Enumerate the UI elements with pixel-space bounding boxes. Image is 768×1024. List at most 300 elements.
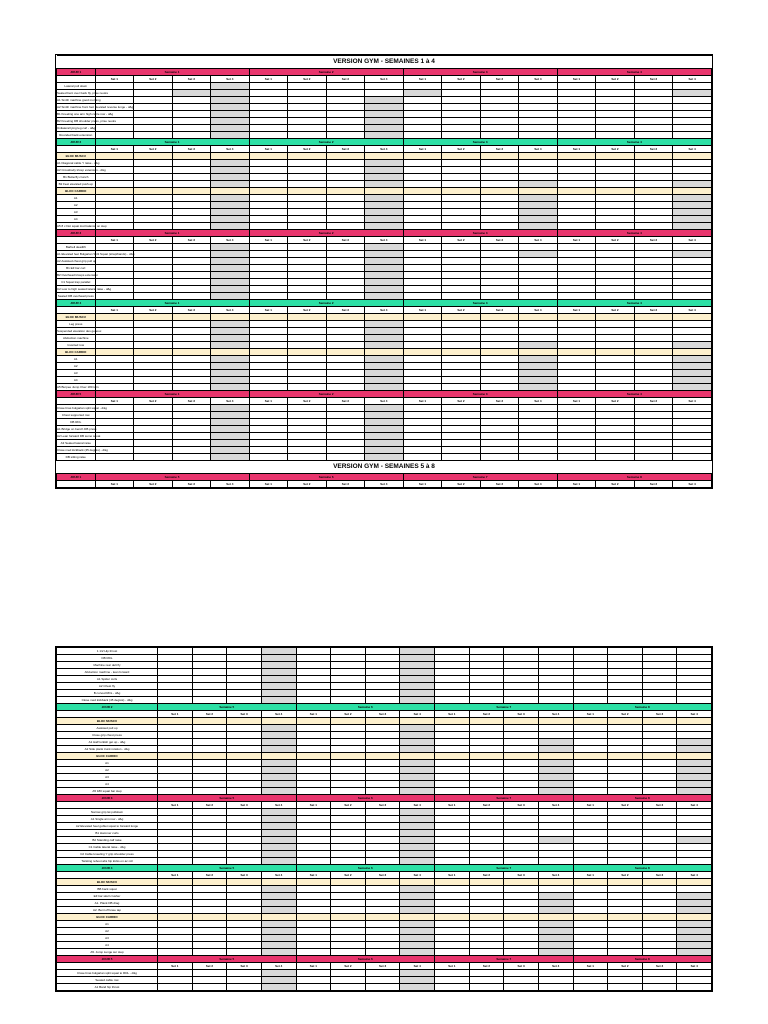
set-input-cell[interactable] [642, 760, 677, 767]
set-input-cell[interactable] [480, 258, 519, 265]
set-input-cell[interactable] [365, 83, 404, 90]
set-input-cell[interactable] [211, 181, 250, 188]
set-input-cell[interactable] [504, 739, 539, 746]
set-input-cell[interactable] [442, 97, 481, 104]
set-input-cell[interactable] [677, 788, 712, 795]
set-input-cell[interactable] [573, 935, 608, 942]
set-input-cell[interactable] [677, 725, 712, 732]
set-input-cell[interactable] [331, 655, 366, 662]
set-input-cell[interactable] [677, 900, 712, 907]
set-input-cell[interactable] [403, 202, 442, 209]
set-input-cell[interactable] [673, 174, 712, 181]
set-input-cell[interactable] [573, 683, 608, 690]
set-input-cell[interactable] [227, 907, 262, 914]
set-input-cell[interactable] [442, 454, 481, 461]
set-input-cell[interactable] [642, 970, 677, 977]
set-input-cell[interactable] [331, 739, 366, 746]
set-input-cell[interactable] [608, 809, 643, 816]
set-input-cell[interactable] [288, 370, 327, 377]
set-input-cell[interactable] [557, 195, 596, 202]
set-input-cell[interactable] [403, 454, 442, 461]
set-input-cell[interactable] [573, 858, 608, 865]
set-input-cell[interactable] [211, 223, 250, 230]
set-input-cell[interactable] [326, 335, 365, 342]
set-input-cell[interactable] [519, 272, 558, 279]
set-input-cell[interactable] [435, 977, 470, 984]
set-input-cell[interactable] [227, 767, 262, 774]
set-input-cell[interactable] [158, 935, 193, 942]
set-input-cell[interactable] [296, 781, 331, 788]
set-input-cell[interactable] [573, 669, 608, 676]
set-input-cell[interactable] [249, 440, 288, 447]
set-input-cell[interactable] [192, 725, 227, 732]
set-input-cell[interactable] [172, 363, 211, 370]
set-input-cell[interactable] [261, 648, 296, 655]
set-input-cell[interactable] [249, 118, 288, 125]
set-input-cell[interactable] [596, 251, 635, 258]
set-input-cell[interactable] [435, 690, 470, 697]
set-input-cell[interactable] [673, 356, 712, 363]
set-input-cell[interactable] [596, 405, 635, 412]
set-input-cell[interactable] [442, 447, 481, 454]
set-input-cell[interactable] [596, 363, 635, 370]
set-input-cell[interactable] [211, 384, 250, 391]
set-input-cell[interactable] [538, 921, 573, 928]
set-input-cell[interactable] [288, 83, 327, 90]
set-input-cell[interactable] [435, 669, 470, 676]
set-input-cell[interactable] [442, 202, 481, 209]
set-input-cell[interactable] [403, 118, 442, 125]
set-input-cell[interactable] [573, 732, 608, 739]
set-input-cell[interactable] [95, 160, 134, 167]
set-input-cell[interactable] [288, 384, 327, 391]
set-input-cell[interactable] [480, 167, 519, 174]
set-input-cell[interactable] [227, 858, 262, 865]
set-input-cell[interactable] [326, 174, 365, 181]
set-input-cell[interactable] [365, 823, 400, 830]
set-input-cell[interactable] [673, 321, 712, 328]
set-input-cell[interactable] [519, 412, 558, 419]
set-input-cell[interactable] [134, 419, 173, 426]
set-input-cell[interactable] [296, 683, 331, 690]
set-input-cell[interactable] [557, 335, 596, 342]
set-input-cell[interactable] [365, 837, 400, 844]
set-input-cell[interactable] [261, 788, 296, 795]
set-input-cell[interactable] [557, 104, 596, 111]
set-input-cell[interactable] [261, 949, 296, 956]
set-input-cell[interactable] [596, 447, 635, 454]
set-input-cell[interactable] [403, 125, 442, 132]
set-input-cell[interactable] [261, 928, 296, 935]
set-input-cell[interactable] [365, 928, 400, 935]
set-input-cell[interactable] [673, 426, 712, 433]
set-input-cell[interactable] [172, 412, 211, 419]
set-input-cell[interactable] [557, 377, 596, 384]
set-input-cell[interactable] [634, 132, 673, 139]
set-input-cell[interactable] [634, 454, 673, 461]
set-input-cell[interactable] [480, 286, 519, 293]
set-input-cell[interactable] [365, 160, 404, 167]
set-input-cell[interactable] [249, 342, 288, 349]
set-input-cell[interactable] [365, 265, 404, 272]
set-input-cell[interactable] [134, 90, 173, 97]
set-input-cell[interactable] [400, 816, 435, 823]
set-input-cell[interactable] [634, 328, 673, 335]
set-input-cell[interactable] [480, 97, 519, 104]
set-input-cell[interactable] [296, 886, 331, 893]
set-input-cell[interactable] [365, 858, 400, 865]
set-input-cell[interactable] [442, 412, 481, 419]
set-input-cell[interactable] [442, 321, 481, 328]
set-input-cell[interactable] [557, 363, 596, 370]
set-input-cell[interactable] [403, 370, 442, 377]
set-input-cell[interactable] [596, 258, 635, 265]
set-input-cell[interactable] [331, 970, 366, 977]
set-input-cell[interactable] [480, 83, 519, 90]
set-input-cell[interactable] [296, 746, 331, 753]
set-input-cell[interactable] [557, 244, 596, 251]
set-input-cell[interactable] [261, 669, 296, 676]
set-input-cell[interactable] [608, 746, 643, 753]
set-input-cell[interactable] [608, 669, 643, 676]
set-input-cell[interactable] [192, 907, 227, 914]
set-input-cell[interactable] [435, 662, 470, 669]
set-input-cell[interactable] [538, 774, 573, 781]
set-input-cell[interactable] [365, 942, 400, 949]
set-input-cell[interactable] [642, 816, 677, 823]
set-input-cell[interactable] [469, 676, 504, 683]
set-input-cell[interactable] [634, 181, 673, 188]
set-input-cell[interactable] [673, 412, 712, 419]
set-input-cell[interactable] [249, 83, 288, 90]
set-input-cell[interactable] [469, 739, 504, 746]
set-input-cell[interactable] [331, 942, 366, 949]
set-input-cell[interactable] [519, 258, 558, 265]
set-input-cell[interactable] [519, 342, 558, 349]
set-input-cell[interactable] [192, 942, 227, 949]
set-input-cell[interactable] [326, 223, 365, 230]
set-input-cell[interactable] [504, 725, 539, 732]
set-input-cell[interactable] [573, 977, 608, 984]
set-input-cell[interactable] [677, 690, 712, 697]
set-input-cell[interactable] [211, 363, 250, 370]
set-input-cell[interactable] [296, 893, 331, 900]
set-input-cell[interactable] [134, 195, 173, 202]
set-input-cell[interactable] [403, 433, 442, 440]
set-input-cell[interactable] [134, 426, 173, 433]
set-input-cell[interactable] [288, 454, 327, 461]
set-input-cell[interactable] [608, 921, 643, 928]
set-input-cell[interactable] [288, 335, 327, 342]
set-input-cell[interactable] [608, 767, 643, 774]
set-input-cell[interactable] [573, 760, 608, 767]
set-input-cell[interactable] [608, 970, 643, 977]
set-input-cell[interactable] [365, 454, 404, 461]
set-input-cell[interactable] [642, 774, 677, 781]
set-input-cell[interactable] [469, 949, 504, 956]
set-input-cell[interactable] [249, 447, 288, 454]
set-input-cell[interactable] [288, 195, 327, 202]
set-input-cell[interactable] [634, 90, 673, 97]
set-input-cell[interactable] [442, 377, 481, 384]
set-input-cell[interactable] [400, 949, 435, 956]
set-input-cell[interactable] [95, 433, 134, 440]
set-input-cell[interactable] [192, 844, 227, 851]
set-input-cell[interactable] [192, 767, 227, 774]
set-input-cell[interactable] [480, 384, 519, 391]
set-input-cell[interactable] [557, 125, 596, 132]
set-input-cell[interactable] [326, 181, 365, 188]
set-input-cell[interactable] [596, 440, 635, 447]
set-input-cell[interactable] [365, 286, 404, 293]
set-input-cell[interactable] [519, 384, 558, 391]
set-input-cell[interactable] [192, 970, 227, 977]
set-input-cell[interactable] [331, 732, 366, 739]
set-input-cell[interactable] [608, 907, 643, 914]
set-input-cell[interactable] [365, 244, 404, 251]
set-input-cell[interactable] [538, 858, 573, 865]
set-input-cell[interactable] [642, 662, 677, 669]
set-input-cell[interactable] [400, 977, 435, 984]
set-input-cell[interactable] [596, 419, 635, 426]
set-input-cell[interactable] [296, 823, 331, 830]
set-input-cell[interactable] [634, 363, 673, 370]
set-input-cell[interactable] [442, 384, 481, 391]
set-input-cell[interactable] [608, 830, 643, 837]
set-input-cell[interactable] [400, 886, 435, 893]
set-input-cell[interactable] [227, 648, 262, 655]
set-input-cell[interactable] [249, 426, 288, 433]
set-input-cell[interactable] [608, 760, 643, 767]
set-input-cell[interactable] [519, 377, 558, 384]
set-input-cell[interactable] [673, 363, 712, 370]
set-input-cell[interactable] [673, 454, 712, 461]
set-input-cell[interactable] [469, 830, 504, 837]
set-input-cell[interactable] [400, 662, 435, 669]
set-input-cell[interactable] [172, 419, 211, 426]
set-input-cell[interactable] [480, 377, 519, 384]
set-input-cell[interactable] [365, 907, 400, 914]
set-input-cell[interactable] [288, 405, 327, 412]
set-input-cell[interactable] [442, 363, 481, 370]
set-input-cell[interactable] [249, 216, 288, 223]
set-input-cell[interactable] [192, 690, 227, 697]
set-input-cell[interactable] [400, 942, 435, 949]
set-input-cell[interactable] [538, 781, 573, 788]
set-input-cell[interactable] [211, 118, 250, 125]
set-input-cell[interactable] [400, 809, 435, 816]
set-input-cell[interactable] [642, 725, 677, 732]
set-input-cell[interactable] [557, 412, 596, 419]
set-input-cell[interactable] [172, 83, 211, 90]
set-input-cell[interactable] [469, 690, 504, 697]
set-input-cell[interactable] [435, 809, 470, 816]
set-input-cell[interactable] [158, 697, 193, 704]
set-input-cell[interactable] [557, 209, 596, 216]
set-input-cell[interactable] [673, 419, 712, 426]
set-input-cell[interactable] [557, 97, 596, 104]
set-input-cell[interactable] [365, 181, 404, 188]
set-input-cell[interactable] [296, 739, 331, 746]
set-input-cell[interactable] [538, 676, 573, 683]
set-input-cell[interactable] [296, 942, 331, 949]
set-input-cell[interactable] [573, 697, 608, 704]
set-input-cell[interactable] [403, 419, 442, 426]
set-input-cell[interactable] [596, 181, 635, 188]
set-input-cell[interactable] [480, 90, 519, 97]
set-input-cell[interactable] [677, 907, 712, 914]
set-input-cell[interactable] [504, 662, 539, 669]
set-input-cell[interactable] [504, 781, 539, 788]
set-input-cell[interactable] [326, 286, 365, 293]
set-input-cell[interactable] [519, 167, 558, 174]
set-input-cell[interactable] [365, 328, 404, 335]
set-input-cell[interactable] [634, 216, 673, 223]
set-input-cell[interactable] [642, 858, 677, 865]
set-input-cell[interactable] [435, 844, 470, 851]
set-input-cell[interactable] [249, 384, 288, 391]
set-input-cell[interactable] [211, 132, 250, 139]
set-input-cell[interactable] [158, 921, 193, 928]
set-input-cell[interactable] [365, 725, 400, 732]
set-input-cell[interactable] [673, 111, 712, 118]
set-input-cell[interactable] [192, 823, 227, 830]
set-input-cell[interactable] [365, 816, 400, 823]
set-input-cell[interactable] [504, 928, 539, 935]
set-input-cell[interactable] [331, 690, 366, 697]
set-input-cell[interactable] [677, 984, 712, 991]
set-input-cell[interactable] [296, 676, 331, 683]
set-input-cell[interactable] [296, 809, 331, 816]
set-input-cell[interactable] [608, 655, 643, 662]
set-input-cell[interactable] [211, 160, 250, 167]
set-input-cell[interactable] [596, 321, 635, 328]
set-input-cell[interactable] [249, 286, 288, 293]
set-input-cell[interactable] [469, 781, 504, 788]
set-input-cell[interactable] [296, 662, 331, 669]
set-input-cell[interactable] [331, 984, 366, 991]
set-input-cell[interactable] [673, 447, 712, 454]
set-input-cell[interactable] [469, 942, 504, 949]
set-input-cell[interactable] [211, 321, 250, 328]
set-input-cell[interactable] [331, 648, 366, 655]
set-input-cell[interactable] [288, 440, 327, 447]
set-input-cell[interactable] [557, 286, 596, 293]
set-input-cell[interactable] [172, 454, 211, 461]
set-input-cell[interactable] [642, 921, 677, 928]
set-input-cell[interactable] [227, 900, 262, 907]
set-input-cell[interactable] [504, 774, 539, 781]
set-input-cell[interactable] [134, 363, 173, 370]
set-input-cell[interactable] [435, 942, 470, 949]
set-input-cell[interactable] [442, 293, 481, 300]
set-input-cell[interactable] [435, 949, 470, 956]
set-input-cell[interactable] [642, 900, 677, 907]
set-input-cell[interactable] [596, 97, 635, 104]
set-input-cell[interactable] [95, 265, 134, 272]
set-input-cell[interactable] [677, 893, 712, 900]
set-input-cell[interactable] [95, 83, 134, 90]
set-input-cell[interactable] [557, 90, 596, 97]
set-input-cell[interactable] [134, 447, 173, 454]
set-input-cell[interactable] [608, 977, 643, 984]
set-input-cell[interactable] [365, 335, 404, 342]
set-input-cell[interactable] [296, 837, 331, 844]
set-input-cell[interactable] [480, 405, 519, 412]
set-input-cell[interactable] [519, 279, 558, 286]
set-input-cell[interactable] [95, 342, 134, 349]
set-input-cell[interactable] [403, 223, 442, 230]
set-input-cell[interactable] [538, 837, 573, 844]
set-input-cell[interactable] [642, 844, 677, 851]
set-input-cell[interactable] [331, 697, 366, 704]
set-input-cell[interactable] [442, 83, 481, 90]
set-input-cell[interactable] [557, 160, 596, 167]
set-input-cell[interactable] [227, 949, 262, 956]
set-input-cell[interactable] [557, 384, 596, 391]
set-input-cell[interactable] [634, 202, 673, 209]
set-input-cell[interactable] [172, 118, 211, 125]
set-input-cell[interactable] [158, 767, 193, 774]
set-input-cell[interactable] [480, 160, 519, 167]
set-input-cell[interactable] [634, 265, 673, 272]
set-input-cell[interactable] [504, 984, 539, 991]
set-input-cell[interactable] [95, 384, 134, 391]
set-input-cell[interactable] [673, 384, 712, 391]
set-input-cell[interactable] [331, 977, 366, 984]
set-input-cell[interactable] [403, 335, 442, 342]
set-input-cell[interactable] [288, 174, 327, 181]
set-input-cell[interactable] [326, 97, 365, 104]
set-input-cell[interactable] [227, 662, 262, 669]
set-input-cell[interactable] [134, 286, 173, 293]
set-input-cell[interactable] [227, 823, 262, 830]
set-input-cell[interactable] [596, 125, 635, 132]
set-input-cell[interactable] [442, 181, 481, 188]
set-input-cell[interactable] [634, 272, 673, 279]
set-input-cell[interactable] [519, 83, 558, 90]
set-input-cell[interactable] [673, 209, 712, 216]
set-input-cell[interactable] [331, 774, 366, 781]
set-input-cell[interactable] [596, 265, 635, 272]
set-input-cell[interactable] [249, 174, 288, 181]
set-input-cell[interactable] [608, 788, 643, 795]
set-input-cell[interactable] [673, 440, 712, 447]
set-input-cell[interactable] [442, 426, 481, 433]
set-input-cell[interactable] [400, 907, 435, 914]
set-input-cell[interactable] [400, 935, 435, 942]
set-input-cell[interactable] [158, 844, 193, 851]
set-input-cell[interactable] [331, 830, 366, 837]
set-input-cell[interactable] [442, 125, 481, 132]
set-input-cell[interactable] [326, 279, 365, 286]
set-input-cell[interactable] [480, 111, 519, 118]
set-input-cell[interactable] [365, 767, 400, 774]
set-input-cell[interactable] [172, 216, 211, 223]
set-input-cell[interactable] [538, 683, 573, 690]
set-input-cell[interactable] [211, 97, 250, 104]
set-input-cell[interactable] [261, 746, 296, 753]
set-input-cell[interactable] [519, 104, 558, 111]
set-input-cell[interactable] [400, 844, 435, 851]
set-input-cell[interactable] [504, 942, 539, 949]
set-input-cell[interactable] [596, 174, 635, 181]
set-input-cell[interactable] [288, 342, 327, 349]
set-input-cell[interactable] [557, 216, 596, 223]
set-input-cell[interactable] [557, 111, 596, 118]
set-input-cell[interactable] [400, 900, 435, 907]
set-input-cell[interactable] [573, 970, 608, 977]
